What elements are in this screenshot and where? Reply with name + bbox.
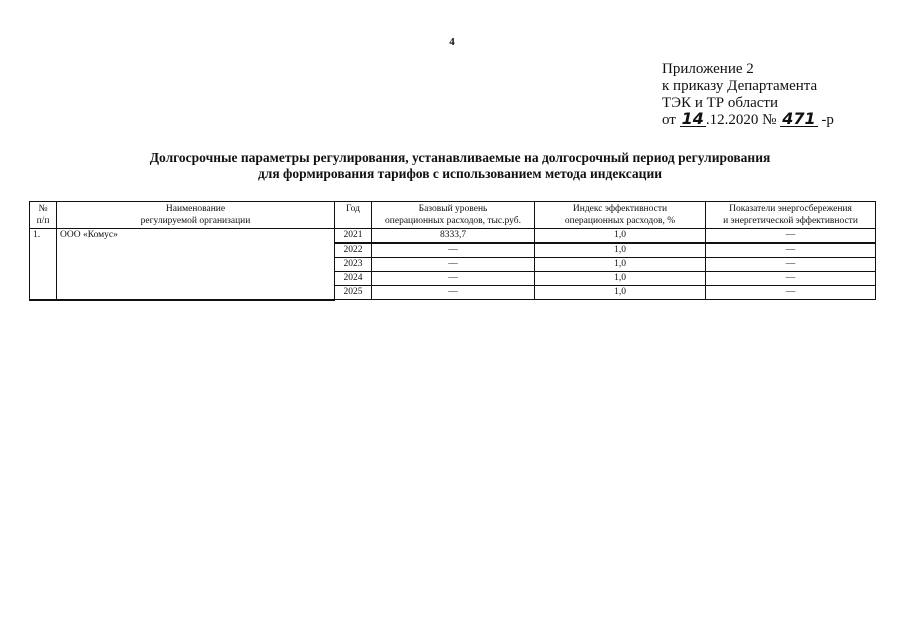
header-organization: Наименование регулируемой организации [57,202,335,229]
parameters-table [29,201,876,301]
cell-index: 1,0 [535,272,706,286]
cell-energy: — [706,229,876,244]
header-energy-indicators: Показатели энергосбережения и энергетической эффективности [706,202,876,229]
cell-year: 2022 [335,243,372,258]
appendix-line-2: к приказу Департамента [662,78,818,94]
table-header-row [30,202,876,229]
appendix-block [662,61,834,129]
appendix-line-3: ТЭК и ТР области [662,95,778,111]
title-line-1: Долгосрочные параметры регулирования, устанавливаемые на долгосрочный период регулирования [149,150,771,165]
date-day-handwritten: 14 [681,109,704,128]
header-base-level: Базовый уровень операционных расходов, тыс.руб. [372,202,535,229]
row-number: 1. [30,229,57,300]
title-line-2: для формирования тарифов с использованием метода индексации [257,166,663,181]
header-efficiency-index: Индекс эффективности операционных расходов, % [535,202,706,229]
document-title [60,150,860,182]
header-year: Год [335,202,372,229]
cell-index: 1,0 [535,243,706,258]
cell-energy: — [706,243,876,258]
table-row [30,229,876,244]
appendix-date-line [662,109,834,129]
cell-base: — [372,243,535,258]
cell-index: 1,0 [535,229,706,244]
cell-base: — [372,286,535,300]
page-number: 4 [449,36,455,48]
cell-base: — [372,272,535,286]
date-rest: .12.2020 № [705,112,777,128]
header-num: № п/п [30,202,57,229]
cell-energy: — [706,272,876,286]
cell-index: 1,0 [535,286,706,300]
cell-energy: — [706,258,876,272]
cell-index: 1,0 [535,258,706,272]
cell-energy: — [706,286,876,300]
cell-year: 2023 [335,258,372,272]
cell-year: 2024 [335,272,372,286]
cell-year: 2021 [335,229,372,244]
cell-year: 2025 [335,286,372,300]
order-suffix: -р [821,112,834,128]
organization-name: ООО «Комус» [57,229,335,300]
date-prefix: от [662,112,676,128]
appendix-line-1: Приложение 2 [662,61,754,77]
order-number-handwritten: 471 [782,109,816,128]
cell-base: — [372,258,535,272]
cell-base: 8333,7 [372,229,535,244]
